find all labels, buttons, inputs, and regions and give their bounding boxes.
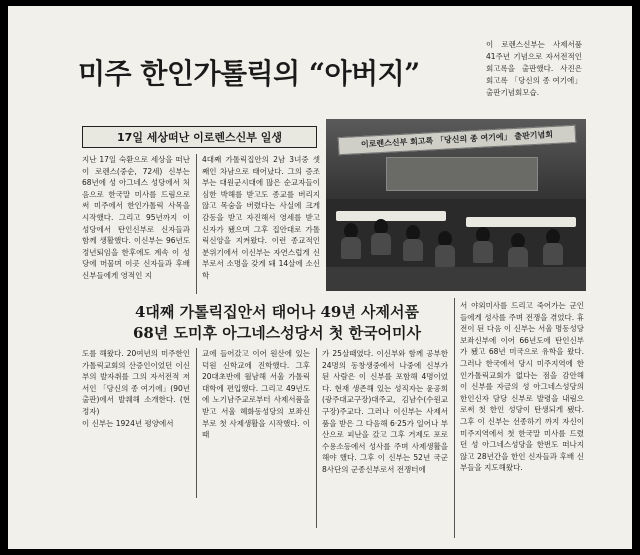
column-divider [196,154,197,294]
photo-caption: 이 로렌스신부는 사제서품 41주년 기념으로 자서전적인 회고록을 출판했다. 사진은 회고록 「당신의 종 여기에」 출판기념회모습. [486,40,582,97]
photo-person [508,247,528,269]
column-divider [196,348,197,498]
newspaper-clipping [8,6,632,549]
photo-person [341,237,361,259]
photo-person [543,243,563,265]
mid-headline [82,302,472,344]
photo-foreground [326,267,586,291]
headline: 미주 한인가톨릭의 “아버지” [78,57,420,90]
column-divider [454,298,455,538]
photo-table [336,211,446,221]
column-3-bottom: 가 25살때였다. 이신부와 함께 공부한 24명의 동창생중에서 나중에 신부가 된 사람은 이 신부를 포함해 4명이었다. 현재 생존해 있는 성직자는 윤공희(광주대교구장)대주교, 김남수(수원교구장)주교다. 그러나 이신부는 사제서품을 받은 그 다음해 6·25가 일어나 부산으로 피난을 갔고 그후 거제도 포로수용소등에서 성사를 주며 사제생활을 해야 했다. 그후 이 신부는 52년 국군 8사단의 군종신부로서 전쟁터에 [322,349,448,474]
photo-person [473,241,493,263]
mid-headline-line-1: 4대째 가톨릭집안서 태어나 49년 사제서품 [134,303,420,321]
photo-person [435,245,455,267]
mid-headline-line-2: 68년 도미후 아그네스성당서 첫 한국어미사 [132,324,422,342]
subheadline: 17일 세상떠난 이로렌스신부 일생 [82,126,317,148]
event-photo [326,119,586,291]
photo-stage [386,157,538,191]
column-1-bottom: 도를 해왔다. 20여년의 미주한인 가톨릭교회의 산증인이었던 이신부의 발자취를 그의 자서전적 저서인 「당신의 종 여기에」(90년 출판)에서 발췌해 소개한다. (현정자) 이 신부는 1924년 평양에서 [82,349,190,428]
column-4-bottom: 서 야외미사를 드리고 죽어가는 군인들에게 성사를 주며 전쟁을 겪었다. 휴전이 된 다음 이 신부는 서울 명동성당 보좌신부에 이어 66년도에 탄인신부가 됐고 68년 미국으로 유학을 왔다. 그러나 한국에서 당시 미주지역에 한인가톨릭교회가 없다는 점을 감안해 이 신부를 자금의 성 아그네스성당의 한인신자 담당 신부로 발령을 내림으로써 첫 한인 성당이 탄생되게 됐다. 그후 이 신부는 선종하기 까지 자신이 미주지역에서 첫 한국말 미사를 드렸던 성 아그네스성당을 한번도 떠나지 않고 28년간을 한인 신자들과 후배 신부들을 지도해왔다. [460,301,584,473]
column-2-top: 4대째 가톨릭집안의 2남 3녀중 셋째인 차남으로 태어났다. 그의 증조부는 대원군시대에 많은 순교자들이 심한 박해를 받고도 종교를 버리지 않고 목숨을 버렸다는 사실에 크게 감동을 받고 자진해서 영세를 받고 신자가 됐으며 그후 집안대로 가톨릭신앙을 지켜왔다. 이런 종교적인 분위기에서 이신부는 자연스럽게 신부로서 소명을 갖게 돼 14살에 소신학 [202,155,320,280]
photo-person [371,233,391,255]
photo-person [403,239,423,261]
photo-table [466,217,576,227]
photo-banner: 이로렌스신부 회고록 「당신의 종 여기에」 출판기념회 [338,125,577,155]
column-divider [316,348,317,528]
column-1-top: 지난 17일 숙환으로 세상을 떠난 이 로렌스(중순, 72세) 신부는 68년에 성 아그네스 성당에서 처음으로 한국말 미사를 드림으로써 미주에서 한인가톨릭 사목을 시작했다. 그리고 95년까지 이 성당에서 탄인신부로 신자들과 함께 생활했다. 이신부는 96년도 정년퇴임을 한후에도 계속 이 성당에 머물며 이곳 신자들과 후배신부들에게 영적인 지 [82,155,190,280]
column-2-bottom: 교에 들어갔고 이어 원산에 있는 덕원 신학교에 진학했다. 그후 20대초반에 월남해 서울 가톨릭대학에 편입했다. 그리고 49년도에 노기남주교로부터 사제서품을 받고 서울 혜화동성당의 보좌신부로 첫 사제생활을 시작했다. 이때 [202,349,310,440]
